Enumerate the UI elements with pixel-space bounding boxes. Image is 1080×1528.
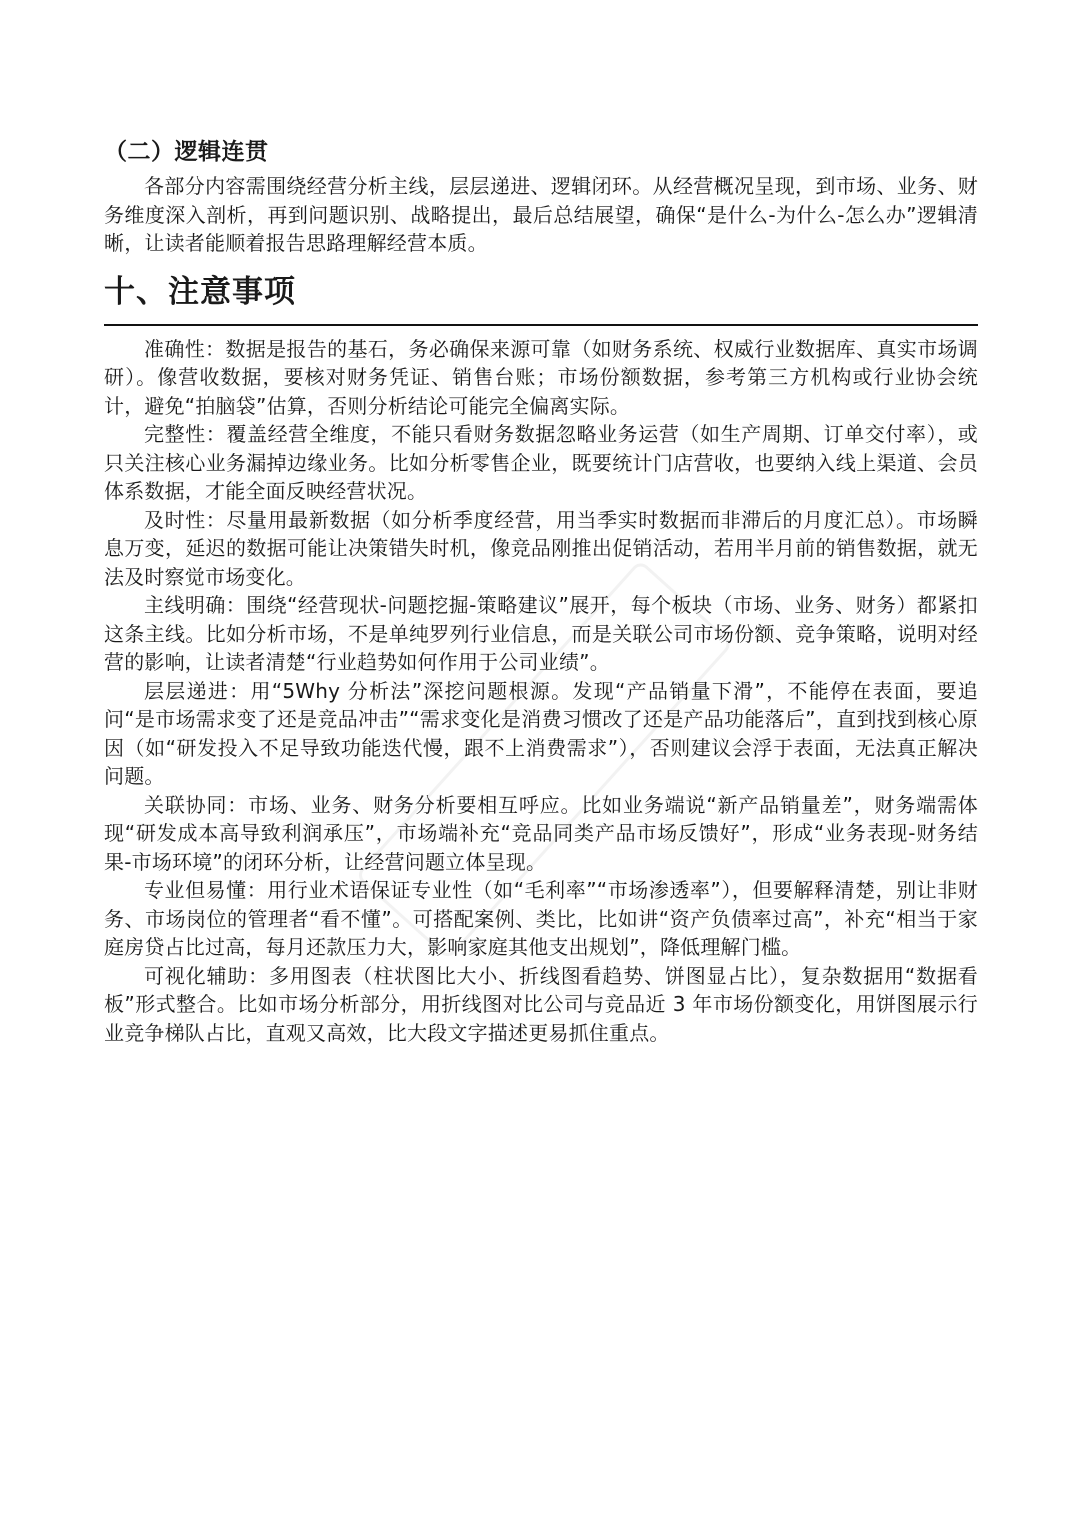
logic-coherence-paragraph: 各部分内容需围绕经营分析主线，层层递进、逻辑闭环。从经营概况呈现，到市场、业务、财务维度深入剖析，再到问题识别、战略提出，最后总结展望，确保“是什么-为什么-怎么办”逻辑清晰，让读者能顺着报告思路理解经营本质。 bbox=[104, 174, 978, 255]
note-timeliness: 及时性：尽量用最新数据（如分析季度经营，用当季实时数据而非滞后的月度汇总）。市场瞬息万变，延迟的数据可能让决策错失时机，像竞品刚推出促销活动，若用半月前的销售数据，就无法及时察觉市场变化。 bbox=[104, 507, 978, 589]
note-progressive: 层层递进：用“5Why 分析法”深挖问题根源。发现“产品销量下滑”，不能停在表面，要追问“是市场需求变了还是竞品冲击”“需求变化是消费习惯改了还是产品功能落后”，直到找到核心原因（如“研发投入不足导致功能迭代慢，跟不上消费需求”），否则建议会浮于表面，无法真正解决问题。 bbox=[104, 678, 978, 788]
note-completeness: 完整性：覆盖经营全维度，不能只看财务数据忽略业务运营（如生产周期、订单交付率），或只关注核心业务漏掉边缘业务。比如分析零售企业，既要统计门店营收，也要纳入线上渠道、会员体系数据，才能全面反映经营状况。 bbox=[104, 422, 978, 503]
note-coordination: 关联协同：市场、业务、财务分析要相互呼应。比如业务端说“新产品销量差”，财务端需体现“研发成本高导致利润承压”，市场端补充“竞品同类产品市场反馈好”，形成“业务表现-财务结果-市场环境”的闭环分析，让经营问题立体呈现。 bbox=[104, 792, 978, 874]
note-accuracy: 准确性：数据是报告的基石，务必确保来源可靠（如财务系统、权威行业数据库、真实市场调研）。像营收数据，要核对财务凭证、销售台账；市场份额数据，参考第三方机构或行业协会统计，避免“拍脑袋”估算，否则分析结论可能完全偏离实际。 bbox=[104, 336, 978, 418]
sub-heading-logic-coherence: （二）逻辑连贯 bbox=[104, 139, 269, 165]
note-professional-readable: 专业但易懂：用行业术语保证专业性（如“毛利率”“市场渗透率”），但要解释清楚，别让非财务、市场岗位的管理者“看不懂”。可搭配案例、类比，比如讲“资产负债率过高”，补充“相当于家庭房贷占比过高，每月还款压力大，影响家庭其他支出规划”，降低理解门槛。 bbox=[104, 878, 978, 959]
heading-divider bbox=[104, 324, 978, 326]
note-clear-mainline: 主线明确：围绕“经营现状-问题挖掘-策略建议”展开，每个板块（市场、业务、财务）都紧扣这条主线。比如分析市场，不是单纯罗列行业信息，而是关联公司市场份额、竞争策略，说明对经营的影响，让读者清楚“行业趋势如何作用于公司业绩”。 bbox=[104, 593, 978, 674]
document-page bbox=[104, 132, 978, 1047]
note-visualization: 可视化辅助：多用图表（柱状图比大小、折线图看趋势、饼图显占比），复杂数据用“数据看板”形式整合。比如市场分析部分，用折线图对比公司与竞品近 3 年市场份额变化，用饼图展示行业竞争梯队占比，直观又高效，比大段文字描述更易抓住重点。 bbox=[104, 963, 978, 1045]
section-heading-notes: 十、注意事项 bbox=[104, 273, 296, 310]
